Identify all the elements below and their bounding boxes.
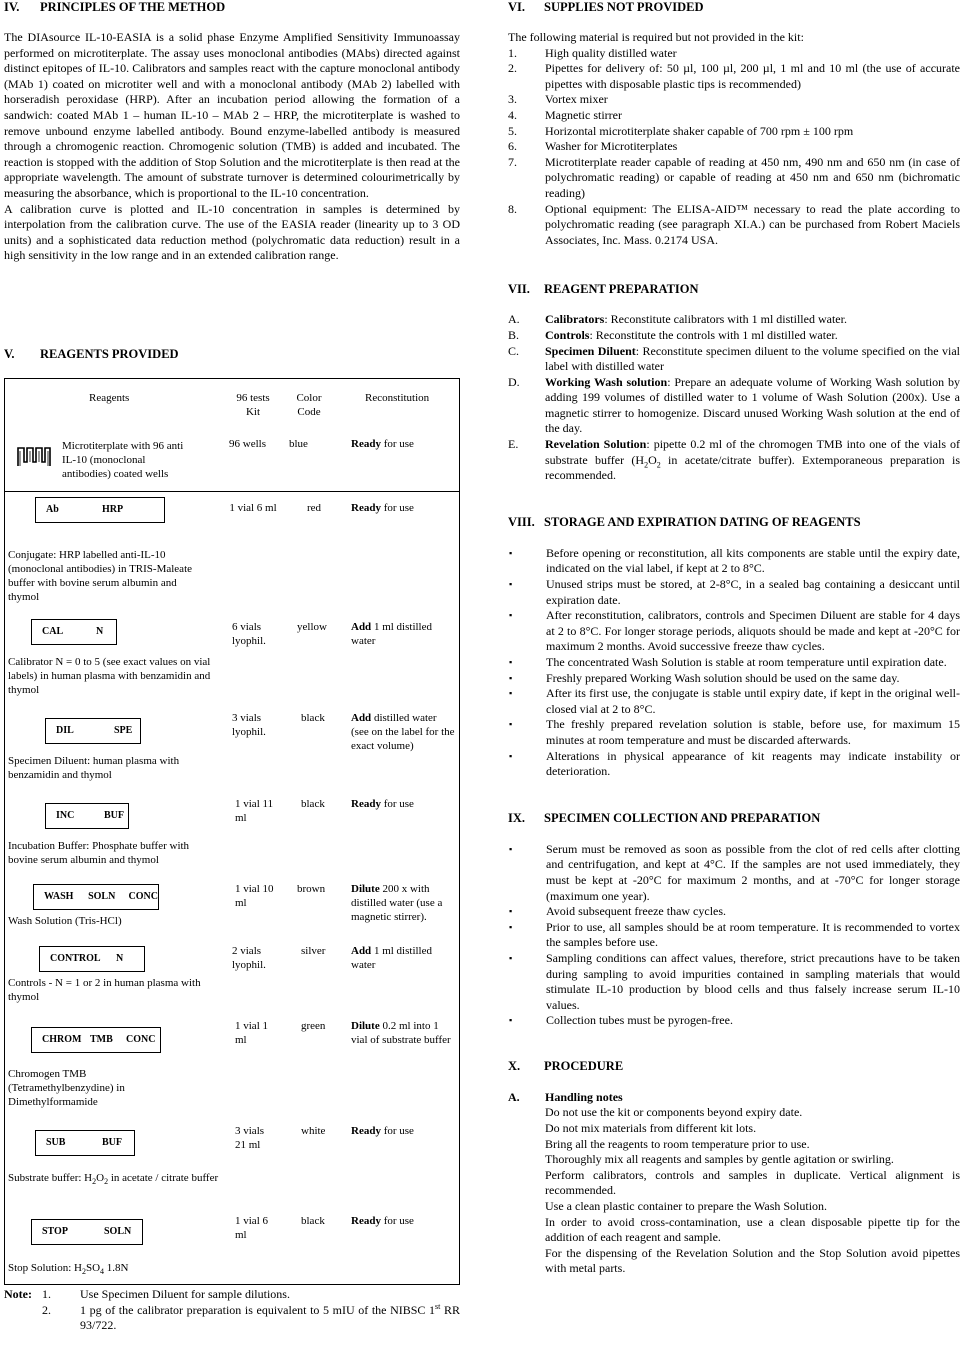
list-item: A. Calibrators: Reconstitute calibrators with 1 ml distilled water. — [508, 312, 847, 327]
notes: Note: 1. Use Specimen Diluent for sample dilutions. 2. 1 pg of the calibrator preparation is equivalent to 5 mIU of the NIBSC 1st RR 93/722. — [4, 1287, 460, 1333]
reagent-recon-5: Dilute 200 x with distilled water (use a magnetic stirrer). — [351, 883, 443, 923]
section-heading-supplies: VI. SUPPLIES NOT PROVIDED — [508, 0, 704, 14]
label-box-substrate: SUB BUF — [35, 1130, 135, 1156]
specimen-list — [508, 842, 960, 1029]
list-item: 2. Pipettes for delivery of: 50 µl, 100 µl, 200 µl, 1 ml and 10 ml (the use of accurate pipettes with disposable plastic tips is recommended) — [508, 61, 960, 91]
list-item: 4. Magnetic stirrer — [508, 107, 622, 122]
list-item: Perform calibrators, controls and samples in duplicate. Vertical alignment is recommended. — [545, 1167, 960, 1198]
reagent-qty-1: 1 vial 6 ml — [229, 502, 277, 514]
list-item: D. Working Wash solution: Prepare an adequate volume of Working Wash solution by adding 199 volumes of distilled water to 1 volume of Wash Solution (200x). Use a magnetic stirrer to homogenize. Discard unused Working Wash solution at the end of the day. — [508, 374, 960, 436]
list-item: C. Specimen Diluent: Reconstitute specimen diluent to the volume specified on the vial label with distilled water — [508, 343, 960, 374]
bullet-icon: ▪ — [509, 843, 513, 854]
reagent-desc-8: Substrate buffer: $H_2O_2$ in acetate / citrate buffer — [8, 1172, 219, 1187]
microtiterplate-icon — [17, 445, 51, 472]
bullet-icon: ▪ — [509, 610, 513, 621]
list-item: Thoroughly mix all reagents and samples by gentle agitation or swirling. — [545, 1152, 894, 1167]
list-item: ▪ Freshly prepared Working Wash solution should be used on the same day. — [509, 670, 900, 685]
list-item: ▪ Sampling conditions can affect values, therefore, strict precautions have to be taken during sampling to avoid impurities contained in sampling materials that would stimulate IL-10 production by blood cells and thus falsely increase serum IL-10 values. — [509, 950, 960, 1012]
reagent-desc-3: Specimen Diluent: human plasma with benzamidin and thymol — [8, 755, 180, 781]
list-item: B. Controls: Reconstitute the controls with 1 ml distilled water. — [508, 327, 838, 342]
bullet-icon: ▪ — [509, 906, 513, 917]
header-tests: 96 tests Kit — [236, 392, 270, 418]
reagent-color-6: silver — [301, 945, 326, 957]
header-color: Color Code — [296, 392, 322, 418]
header-reconstitution: Reconstitution — [365, 392, 430, 404]
reagent-desc-6: Controls - N = 1 or 2 in human plasma with thymol — [8, 977, 201, 1003]
section-heading-principles: IV. PRINCIPLES OF THE METHOD — [4, 0, 226, 14]
list-item: ▪ Avoid subsequent freeze thaw cycles. — [509, 904, 727, 919]
reagent-desc-7: Chromogen TMB (Tetramethylbenzydine) in Dimethylformamide — [8, 1068, 125, 1108]
reagent-qty-3: 3 vials lyophil. — [232, 712, 266, 738]
reagent-recon-3: Add distilled water (see on the label for the exact volume) — [351, 712, 455, 752]
bullet-icon: ▪ — [509, 952, 513, 963]
label-box-chromogen: CHROM TMB CONC — [31, 1027, 161, 1053]
list-item: ▪ Alterations in physical appearance of kit reagents may indicate instability or deterioration. — [509, 748, 960, 779]
reagent-desc-4: Incubation Buffer: Phosphate buffer with bovine serum albumin and thymol — [8, 840, 190, 866]
reagent-desc-1: Conjugate: HRP labelled anti-IL-10 (monoclonal antibodies) in TRIS-Maleate buffer with bovine serum albumin and thymol — [8, 549, 193, 603]
reagent-desc-0: Microtiterplate with 96 anti IL-10 (monoclonal antibodies) coated wells — [62, 440, 184, 480]
list-item: ▪ The freshly prepared revelation solution is stable, before use, for maximum 15 minutes at room temperature and must be discarded afterwards. — [509, 717, 960, 747]
reagent-qty-4: 1 vial 11 ml — [235, 798, 274, 824]
list-item: ▪ Prior to use, all samples should be at room temperature. It is recommended to vortex the samples before use. — [509, 919, 960, 950]
list-item: For the dispensing of the Revelation Solution and the Stop Solution avoid pipettes with metal parts. — [545, 1245, 960, 1276]
list-item: In order to avoid cross-contamination, use a clean disposable pipette tip for the addition of each reagent and sample. — [545, 1214, 960, 1245]
reagent-recon-1: Ready for use — [351, 502, 414, 514]
label-box-stop: STOP SOLN — [31, 1219, 143, 1245]
reagent-qty-7: 1 vial 1 ml — [235, 1020, 268, 1046]
reagent-color-8: white — [301, 1125, 326, 1137]
reagent-qty-2: 6 vials lyophil. — [232, 621, 266, 647]
list-item: Do not use the kit or components beyond expiry date. — [545, 1105, 803, 1120]
reagent-recon-7: Dilute 0.2 ml into 1 vial of substrate buffer — [351, 1020, 451, 1046]
bullet-icon: ▪ — [509, 657, 513, 667]
bullet-icon: ▪ — [509, 719, 513, 730]
bullet-icon: ▪ — [509, 579, 513, 590]
reagents-table — [4, 378, 460, 1285]
principles-paragraph-1: The DIAsource IL-10-EASIA is a solid phase Enzyme Amplified Sensitivity Immunoassay performed on microtiterplate. The assay uses monoclonal antibodies (MAbs) directed against distinct epitopes of IL-10. Calibrators and samples react with the capture monoclonal antibody (MAb 1) coated on microtiter well and with a monoclonal antibody (MAb 2) labelled with horseradish peroxidase (HRP). After an incubation period allowing the formation of a sandwich: coated MAb 1 – human IL-10 – MAb 2 – HRP, the microtiterplate is washed to remove unbound enzyme labelled antibody. Bound enzyme-labelled antibody is measured through a chromogenic reaction. Chromogenic solution (TMB) is added and incubated. The reaction is stopped with the addition of Stop Solution and the microtiterplate is then read at the appropriate wavelength. The amount of substrate turnover is determined colourimetrically by measuring the absorbance, which is proportional to the IL-10 concentration. — [4, 30, 460, 200]
bullet-icon: ▪ — [509, 921, 513, 932]
reagent-desc-2: Calibrator N = 0 to 5 (see exact values on vial labels) in human plasma with benzamidin and thymol — [8, 656, 211, 696]
list-item: 1. High quality distilled water — [508, 45, 677, 60]
list-item: ▪ Unused strips must be stored, at 2-8°C, in a sealed bag containing a desiccant until expiration date. — [509, 577, 960, 607]
section-heading-specimen: IX. SPECIMEN COLLECTION AND PREPARATION — [508, 810, 821, 825]
label-box-calibrator: CAL N — [31, 619, 117, 645]
reagent-color-1: red — [307, 502, 322, 514]
bullet-icon: ▪ — [509, 547, 513, 558]
list-item: 6. Washer for Microtiterplates — [508, 139, 678, 154]
reagent-qty-5: 1 vial 10 ml — [235, 883, 274, 909]
section-heading-procedure: X. PROCEDURE — [508, 1058, 624, 1073]
reagent-preparation-list — [508, 312, 960, 484]
section-heading-reagents: V. REAGENTS PROVIDED — [4, 347, 179, 361]
bullet-icon: ▪ — [509, 672, 513, 683]
list-item: 5. Horizontal microtiterplate shaker capable of 700 rpm ± 100 rpm — [508, 123, 854, 138]
reagent-recon-0: Ready for use — [351, 438, 414, 450]
subsection-heading-handling: A. Handling notes — [508, 1089, 623, 1104]
reagent-color-9: black — [301, 1215, 325, 1227]
row-divider — [5, 491, 459, 492]
list-item: 7. Microtiterplate reader capable of reading at 450 nm, 490 nm and 650 nm (in case of polychromatic reading) or capable of reading at 450 nm and 650 nm (bichromatic reading) — [508, 154, 960, 200]
note-1: Use Specimen Diluent for sample dilutions. — [80, 1287, 290, 1301]
reagent-qty-8: 3 vials 21 ml — [235, 1125, 265, 1151]
list-item: Do not mix materials from different kit lots. — [545, 1121, 757, 1136]
list-item: Use a clean plastic container to prepare the Wash Solution. — [545, 1199, 828, 1214]
note-2: 1 pg of the calibrator preparation is equivalent to 5 mIU of the NIBSC 1st RR 93/722. — [80, 1301, 460, 1333]
list-item: ▪ After its first use, the conjugate is stable until expiry date, if kept in the original well-closed vial at 2 to 8°C. — [509, 686, 960, 716]
supplies-list — [508, 46, 960, 249]
label-box-conjugate: Ab HRP — [35, 497, 165, 523]
reagent-desc-5: Wash Solution (Tris-HCl) — [8, 915, 122, 927]
section-heading-reagent-preparation: VII. REAGENT PREPARATION — [508, 282, 699, 297]
reagent-recon-2: Add 1 ml distilled water — [351, 621, 432, 647]
reagent-color-3: black — [301, 712, 325, 724]
reagent-color-5: brown — [297, 883, 326, 895]
list-item: ▪ Collection tubes must be pyrogen-free. — [509, 1013, 733, 1028]
supplies-intro: The following material is required but not provided in the kit: — [508, 30, 804, 44]
list-item: ▪ Serum must be removed as soon as possible from the clot of red cells after clotting and centrifugation, and kept at 4°C. If the samples are not used immediately, they must be kept at -20°C for maximum 2 months, and at -70°C for longer storage (maximum one year). — [509, 841, 960, 903]
header-reagents: Reagents — [89, 392, 130, 404]
list-item: E. Revelation Solution: pipette 0.2 ml of the chromogen TMB into one of the vials of substrate buffer ($H_2O_2$ in acetate/citrate buffer). Extemporaneous preparation is recommended. — [508, 437, 960, 483]
list-item: Bring all the reagents to room temperature prior to use. — [545, 1136, 810, 1151]
bullet-icon: ▪ — [509, 688, 513, 699]
reagent-qty-6: 2 vials lyophil. — [232, 945, 266, 971]
reagent-color-4: black — [301, 798, 325, 810]
list-item: 8. Optional equipment: The ELISA-AID™ necessary to read the plate according to polychromatic reading (see paragraph XI.A.) can be purchased from Robert Maciels Associates, Inc. Mass. 0.2174 USA. — [508, 201, 960, 247]
label-box-controls: CONTROL N — [39, 946, 145, 972]
reagent-desc-9: Stop Solution: $H_2SO_4$ 1.8N — [8, 1262, 129, 1277]
label-box-incubation: INC BUF — [45, 803, 129, 829]
reagent-color-0: blue — [289, 438, 308, 450]
section-heading-storage: VIII. STORAGE AND EXPIRATION DATING OF REAGENTS — [508, 514, 861, 529]
reagent-qty-9: 1 vial 6 ml — [235, 1215, 268, 1241]
principles-paragraph-2: A calibration curve is plotted and IL-10 concentration in samples is determined by interpolation from the calibration curve. The use of the EASIA reader (linearity up to 3 OD units) and a sophisticated data reduction method (polychromatic data reduction) result in a high sensitivity in the low range and in an extended calibration range. — [4, 201, 460, 263]
list-item: ▪ After reconstitution, calibrators, controls and Specimen Diluent are stable for 4 days at 2 to 8°C. For longer storage periods, aliquots should be made and kept at -20°C for maximum 2 months. Avoid successive freeze thaw cycles. — [509, 608, 960, 654]
handling-notes — [508, 1105, 960, 1277]
bullet-icon: ▪ — [509, 1015, 513, 1026]
right-column — [508, 0, 960, 1277]
reagent-qty-0: 96 wells — [229, 438, 266, 450]
reagent-recon-9: Ready for use — [351, 1215, 414, 1227]
list-item: 3. Vortex mixer — [508, 92, 608, 107]
reagent-recon-4: Ready for use — [351, 798, 414, 810]
bullet-icon: ▪ — [509, 750, 513, 761]
reagent-color-7: green — [301, 1020, 326, 1032]
list-item: ▪ Before opening or reconstitution, all kits components are stable until the expiry date, indicated on the vial label, if kept at 2 to 8°C. — [509, 545, 960, 576]
reagent-recon-6: Add 1 ml distilled water — [351, 945, 432, 971]
label-box-wash: WASH SOLN CONC — [33, 884, 159, 910]
storage-list — [508, 546, 960, 780]
reagent-recon-8: Ready for use — [351, 1125, 414, 1137]
reagent-color-2: yellow — [297, 621, 327, 633]
list-item: ▪ The concentrated Wash Solution is stable at room temperature until expiration date. — [509, 655, 947, 669]
label-box-diluent: DIL SPE — [45, 718, 141, 744]
